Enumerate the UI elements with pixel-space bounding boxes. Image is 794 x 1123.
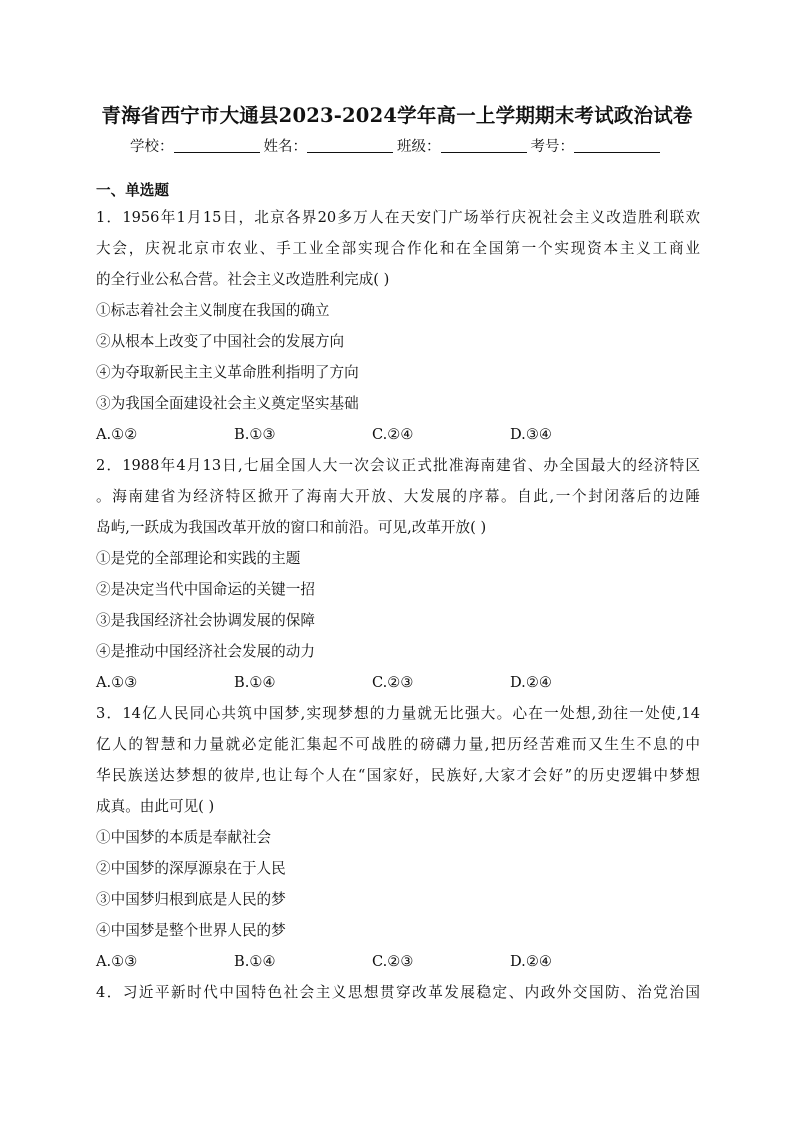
question-2: [96, 450, 700, 698]
exam-number-blank[interactable]: [574, 138, 660, 153]
statement-item: ④为夺取新民主主义革命胜利指明了方向: [96, 364, 359, 381]
question-stem-line: 1．1956年1月15日，北京各界20多万人在天安门广场举行庆祝社会主义改造胜利联欢: [96, 209, 700, 226]
statement-item: ③中国梦归根到底是人民的梦: [96, 891, 286, 908]
student-info-line: [0, 135, 794, 156]
exam-content: [96, 180, 700, 1008]
question-stem-line: 2．1988年4月13日,七届全国人大一次会议正式批准海南建省、办全国最大的经济特区: [96, 457, 700, 474]
option-a[interactable]: A.①②: [96, 426, 138, 443]
statement-item: ①中国梦的本质是奉献社会: [96, 829, 272, 846]
question-3: [96, 698, 700, 977]
option-c[interactable]: C.②③: [372, 674, 414, 691]
option-a[interactable]: A.①③: [96, 674, 138, 691]
exam-title: 青海省西宁市大通县2023-2024学年高一上学期期末考试政治试卷: [101, 104, 693, 127]
statement-item: ④中国梦是整个世界人民的梦: [96, 922, 286, 939]
option-a[interactable]: A.①③: [96, 953, 138, 970]
statement-item: ④是推动中国经济社会发展的动力: [96, 643, 315, 660]
question-stem-line: 华民族送达梦想的彼岸,也让每个人在“国家好，民族好,大家才会好”的历史逻辑中梦想: [96, 767, 700, 784]
answer-options: [96, 946, 700, 977]
statement-item: ②从根本上改变了中国社会的发展方向: [96, 333, 345, 350]
question-4: [96, 977, 700, 1008]
name-label: 姓名：: [263, 139, 307, 155]
option-c[interactable]: C.②③: [372, 953, 414, 970]
question-stem-line: 大会，庆祝北京市农业、手工业全部实现合作化和在全国第一个实现资本主义工商业: [96, 240, 700, 257]
option-c[interactable]: C.②④: [372, 426, 414, 443]
answer-options: [96, 419, 700, 450]
statement-item: ③为我国全面建设社会主义奠定坚实基础: [96, 395, 359, 412]
question-stem-line: 3．14亿人民同心共筑中国梦,实现梦想的力量就无比强大。心在一处想,劲往一处使,14: [96, 705, 700, 722]
statement-item: ③是我国经济社会协调发展的保障: [96, 612, 315, 629]
school-label: 学校：: [130, 139, 174, 155]
section-heading: 一、单选题: [96, 182, 169, 199]
class-blank[interactable]: [441, 138, 527, 153]
statement-item: ②中国梦的深厚源泉在于人民: [96, 860, 286, 877]
statement-item: ①是党的全部理论和实践的主题: [96, 550, 301, 567]
exam-number-label: 考号：: [530, 139, 574, 155]
option-b[interactable]: B.①④: [234, 674, 276, 691]
option-d[interactable]: D.②④: [510, 674, 552, 691]
question-stem-line: 4．习近平新时代中国特色社会主义思想贯穿改革发展稳定、内政外交国防、治党治国: [96, 984, 700, 1001]
statement-item: ②是决定当代中国命运的关键一招: [96, 581, 315, 598]
class-label: 班级：: [397, 139, 441, 155]
school-blank[interactable]: [174, 138, 260, 153]
statement-item: ①标志着社会主义制度在我国的确立: [96, 302, 330, 319]
question-stem-line: 。海南建省为经济特区掀开了海南大开放、大发展的序幕。自此,一个封闭落后的边陲: [96, 488, 700, 505]
option-b[interactable]: B.①④: [234, 953, 276, 970]
option-b[interactable]: B.①③: [234, 426, 276, 443]
question-stem-line: 亿人的智慧和力量就必定能汇集起不可战胜的磅礴力量,把历经苦难而又生生不息的中: [96, 736, 700, 753]
option-d[interactable]: D.②④: [510, 953, 552, 970]
question-stem-line: 的全行业公私合营。社会主义改造胜利完成( ): [96, 271, 390, 288]
question-stem-line: 岛屿,一跃成为我国改革开放的窗口和前沿。可见,改革开放( ): [96, 519, 487, 536]
question-1: [96, 202, 700, 450]
option-d[interactable]: D.③④: [510, 426, 552, 443]
question-stem-line: 成真。由此可见( ): [96, 798, 215, 815]
name-blank[interactable]: [307, 138, 393, 153]
answer-options: [96, 667, 700, 698]
